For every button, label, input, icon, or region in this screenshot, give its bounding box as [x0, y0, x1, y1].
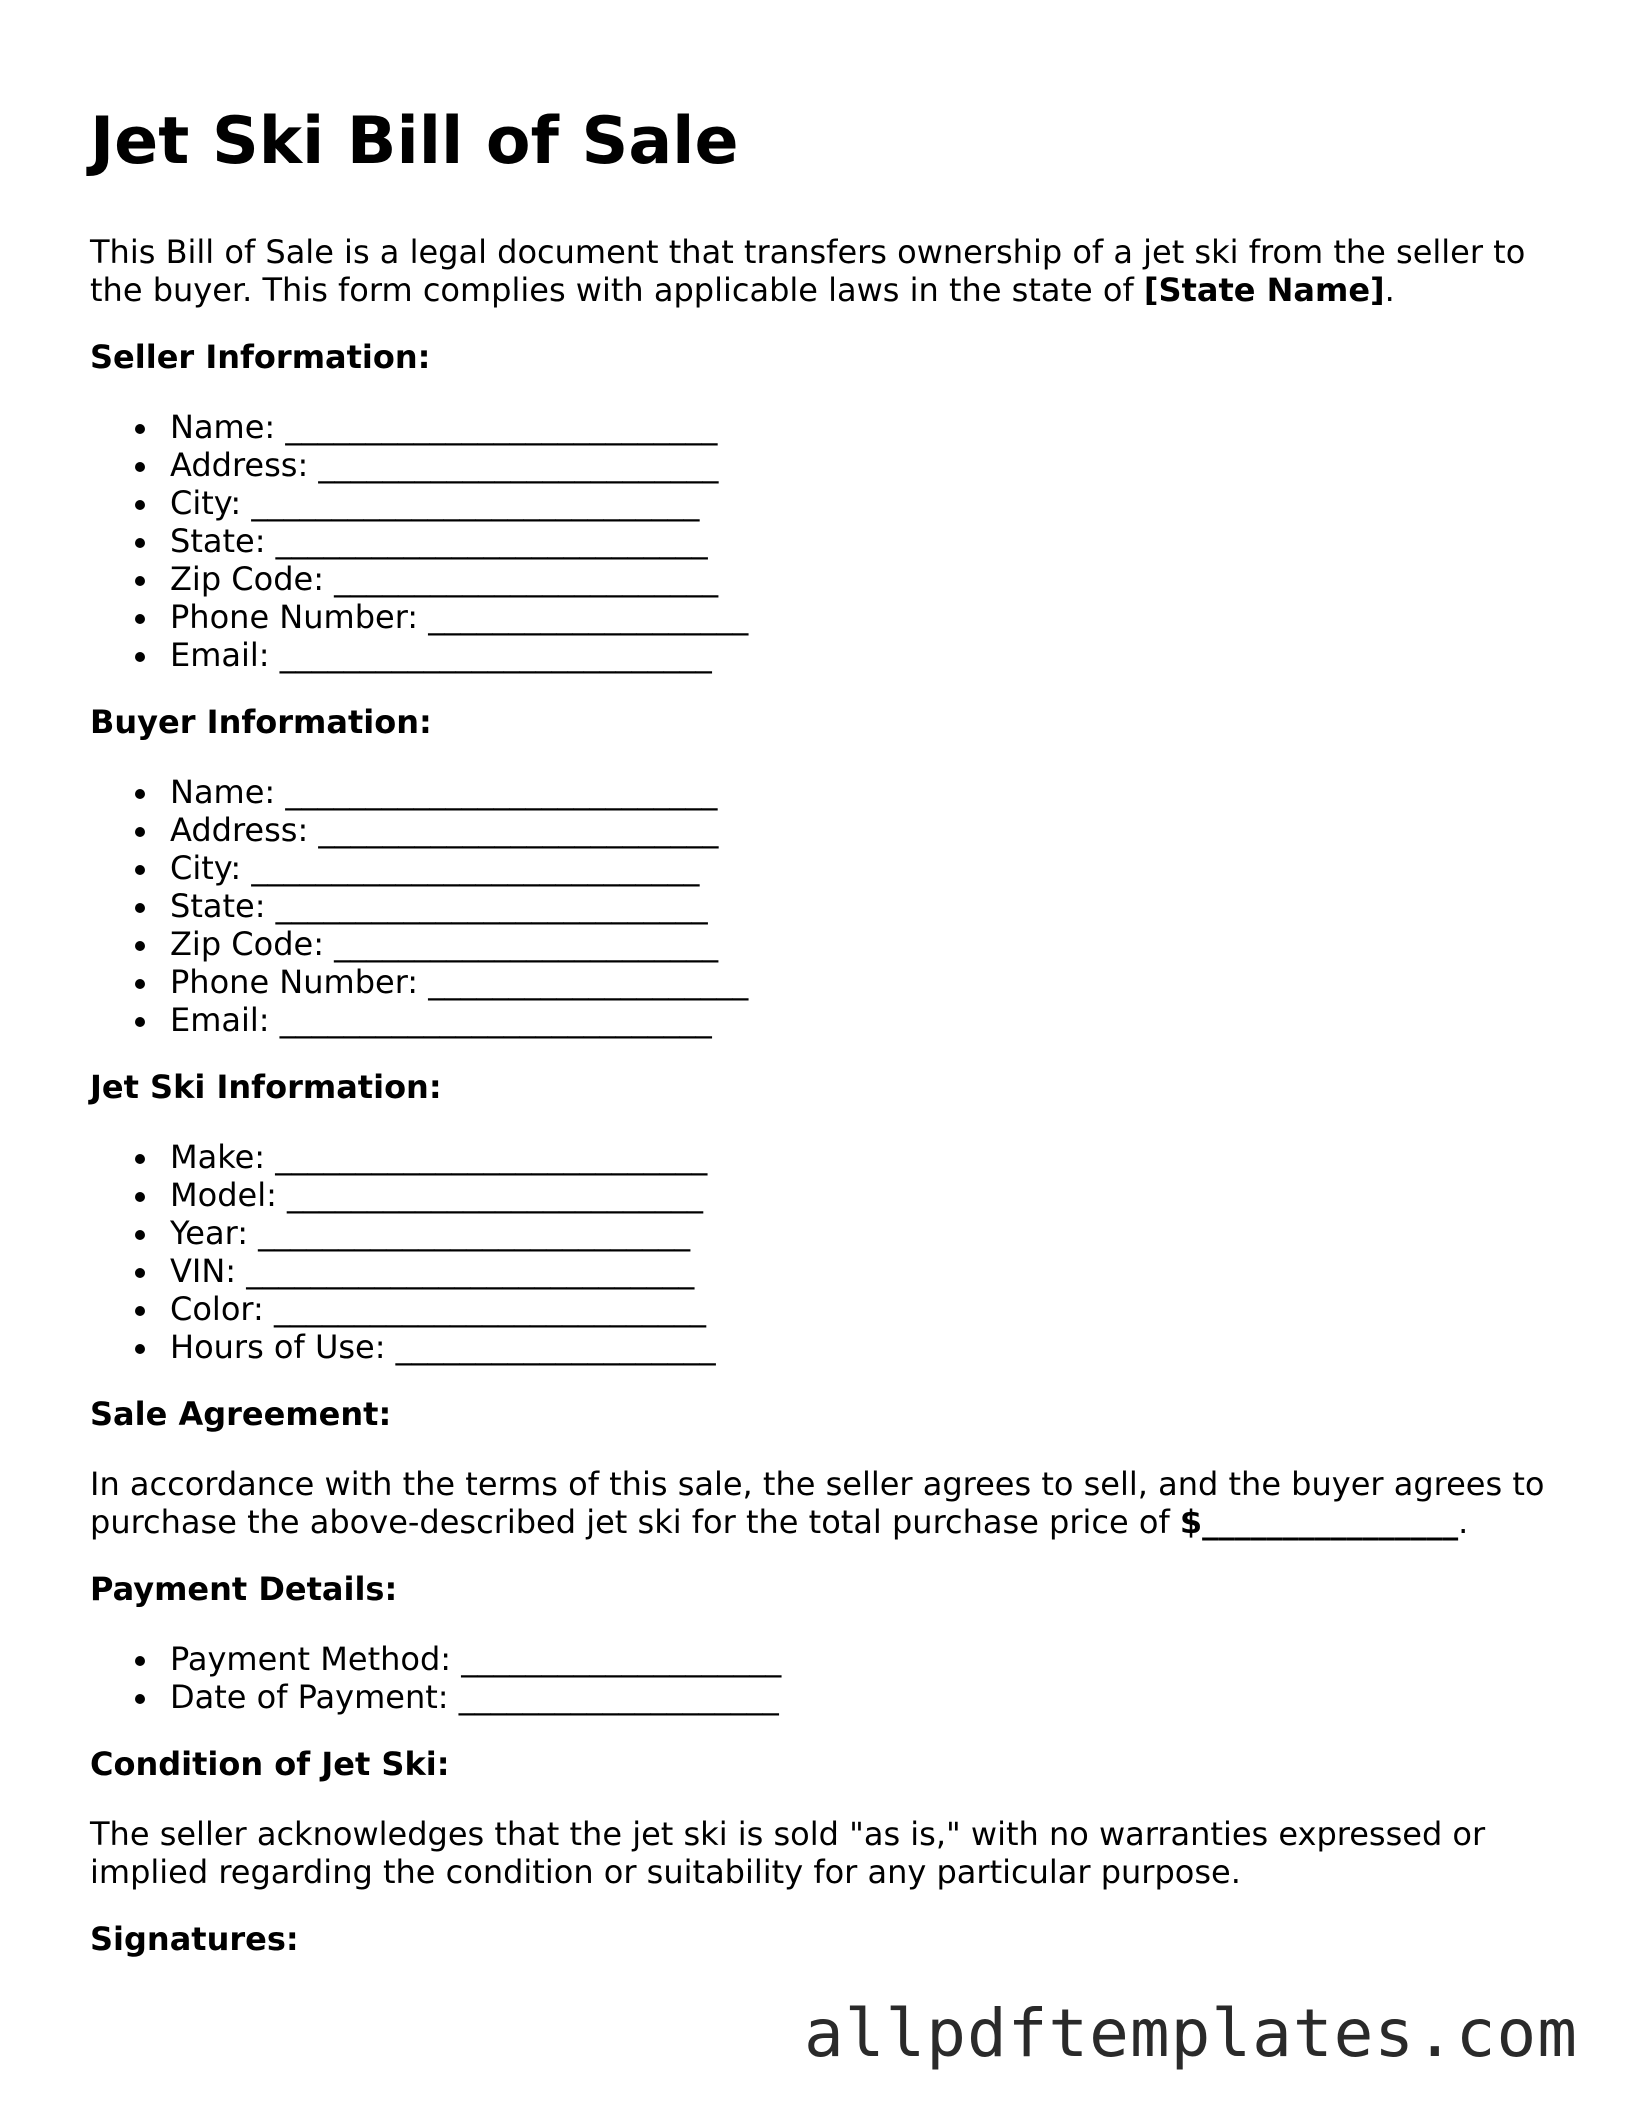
bullet-icon: [135, 1230, 145, 1240]
document-page: [90, 105, 1560, 1990]
buyer-phone-field: Phone Number: ____________________: [90, 963, 1560, 1001]
buyer-state-field: State: ___________________________: [90, 887, 1560, 925]
buyer-city-field: City: ____________________________: [90, 849, 1560, 887]
jetski-make-field: Make: ___________________________: [90, 1138, 1560, 1176]
bullet-icon: [135, 865, 145, 875]
bullet-icon: [135, 538, 145, 548]
signatures-heading: Signatures:: [90, 1919, 299, 1958]
bullet-icon: [135, 1306, 145, 1316]
condition-paragraph: The seller acknowledges that the jet ski is sold "as is," with no warranties expressed or implied regarding the condition or suitability for any particular purpose.: [90, 1814, 1486, 1891]
sale-agreement-heading: Sale Agreement:: [90, 1394, 392, 1433]
bullet-icon: [135, 903, 145, 913]
bullet-icon: [135, 424, 145, 434]
bullet-icon: [135, 941, 145, 951]
bullet-icon: [135, 1656, 145, 1666]
buyer-name-field: Name: ___________________________: [90, 773, 1560, 811]
site-watermark: allpdftemplates.com: [804, 1995, 1578, 2072]
bullet-icon: [135, 789, 145, 799]
document-title: Jet Ski Bill of Sale: [90, 104, 739, 179]
bullet-icon: [135, 1268, 145, 1278]
jetski-color-field: Color: ___________________________: [90, 1290, 1560, 1328]
bullet-icon: [135, 652, 145, 662]
buyer-zip-field: Zip Code: ________________________: [90, 925, 1560, 963]
buyer-field-list: [90, 773, 1560, 1039]
jetski-year-field: Year: ___________________________: [90, 1214, 1560, 1252]
bullet-icon: [135, 576, 145, 586]
intro-paragraph: [90, 233, 1560, 309]
bullet-icon: [135, 1017, 145, 1027]
jetski-vin-field: VIN: ____________________________: [90, 1252, 1560, 1290]
bullet-icon: [135, 979, 145, 989]
seller-city-field: City: ____________________________: [90, 484, 1560, 522]
seller-state-field: State: ___________________________: [90, 522, 1560, 560]
sale-agreement-paragraph: [90, 1465, 1560, 1541]
jetski-hours-field: Hours of Use: ____________________: [90, 1328, 1560, 1366]
sale-agreement-period: .: [1458, 1502, 1469, 1541]
bullet-icon: [135, 1154, 145, 1164]
seller-email-field: Email: ___________________________: [90, 636, 1560, 674]
payment-field-list: [90, 1640, 1560, 1716]
intro-text: This Bill of Sale is a legal document that transfers ownership of a jet ski from the seller to the buyer. This form complies with applicable laws in the state of: [90, 232, 1526, 309]
jetski-heading: Jet Ski Information:: [90, 1067, 442, 1106]
buyer-heading: Buyer Information:: [90, 702, 432, 741]
bullet-icon: [135, 614, 145, 624]
seller-phone-field: Phone Number: ____________________: [90, 598, 1560, 636]
sale-agreement-text: In accordance with the terms of this sale, the seller agrees to sell, and the buyer agrees to purchase the above-described jet ski for the total purchase price of: [90, 1464, 1545, 1541]
seller-zip-field: Zip Code: ________________________: [90, 560, 1560, 598]
state-name-placeholder: [State Name]: [1143, 270, 1385, 309]
bullet-icon: [135, 827, 145, 837]
buyer-email-field: Email: ___________________________: [90, 1001, 1560, 1039]
seller-field-list: [90, 408, 1560, 674]
buyer-address-field: Address: _________________________: [90, 811, 1560, 849]
bullet-icon: [135, 462, 145, 472]
condition-heading: Condition of Jet Ski:: [90, 1744, 450, 1783]
bullet-icon: [135, 1694, 145, 1704]
payment-heading: Payment Details:: [90, 1569, 398, 1608]
purchase-price-blank: $________________: [1179, 1502, 1459, 1541]
jetski-model-field: Model: __________________________: [90, 1176, 1560, 1214]
bullet-icon: [135, 1192, 145, 1202]
payment-method-field: Payment Method: ____________________: [90, 1640, 1560, 1678]
payment-date-field: Date of Payment: ____________________: [90, 1678, 1560, 1716]
bullet-icon: [135, 500, 145, 510]
seller-address-field: Address: _________________________: [90, 446, 1560, 484]
intro-period: .: [1384, 270, 1395, 309]
jetski-field-list: [90, 1138, 1560, 1366]
seller-name-field: Name: ___________________________: [90, 408, 1560, 446]
seller-heading: Seller Information:: [90, 337, 431, 376]
bullet-icon: [135, 1344, 145, 1354]
